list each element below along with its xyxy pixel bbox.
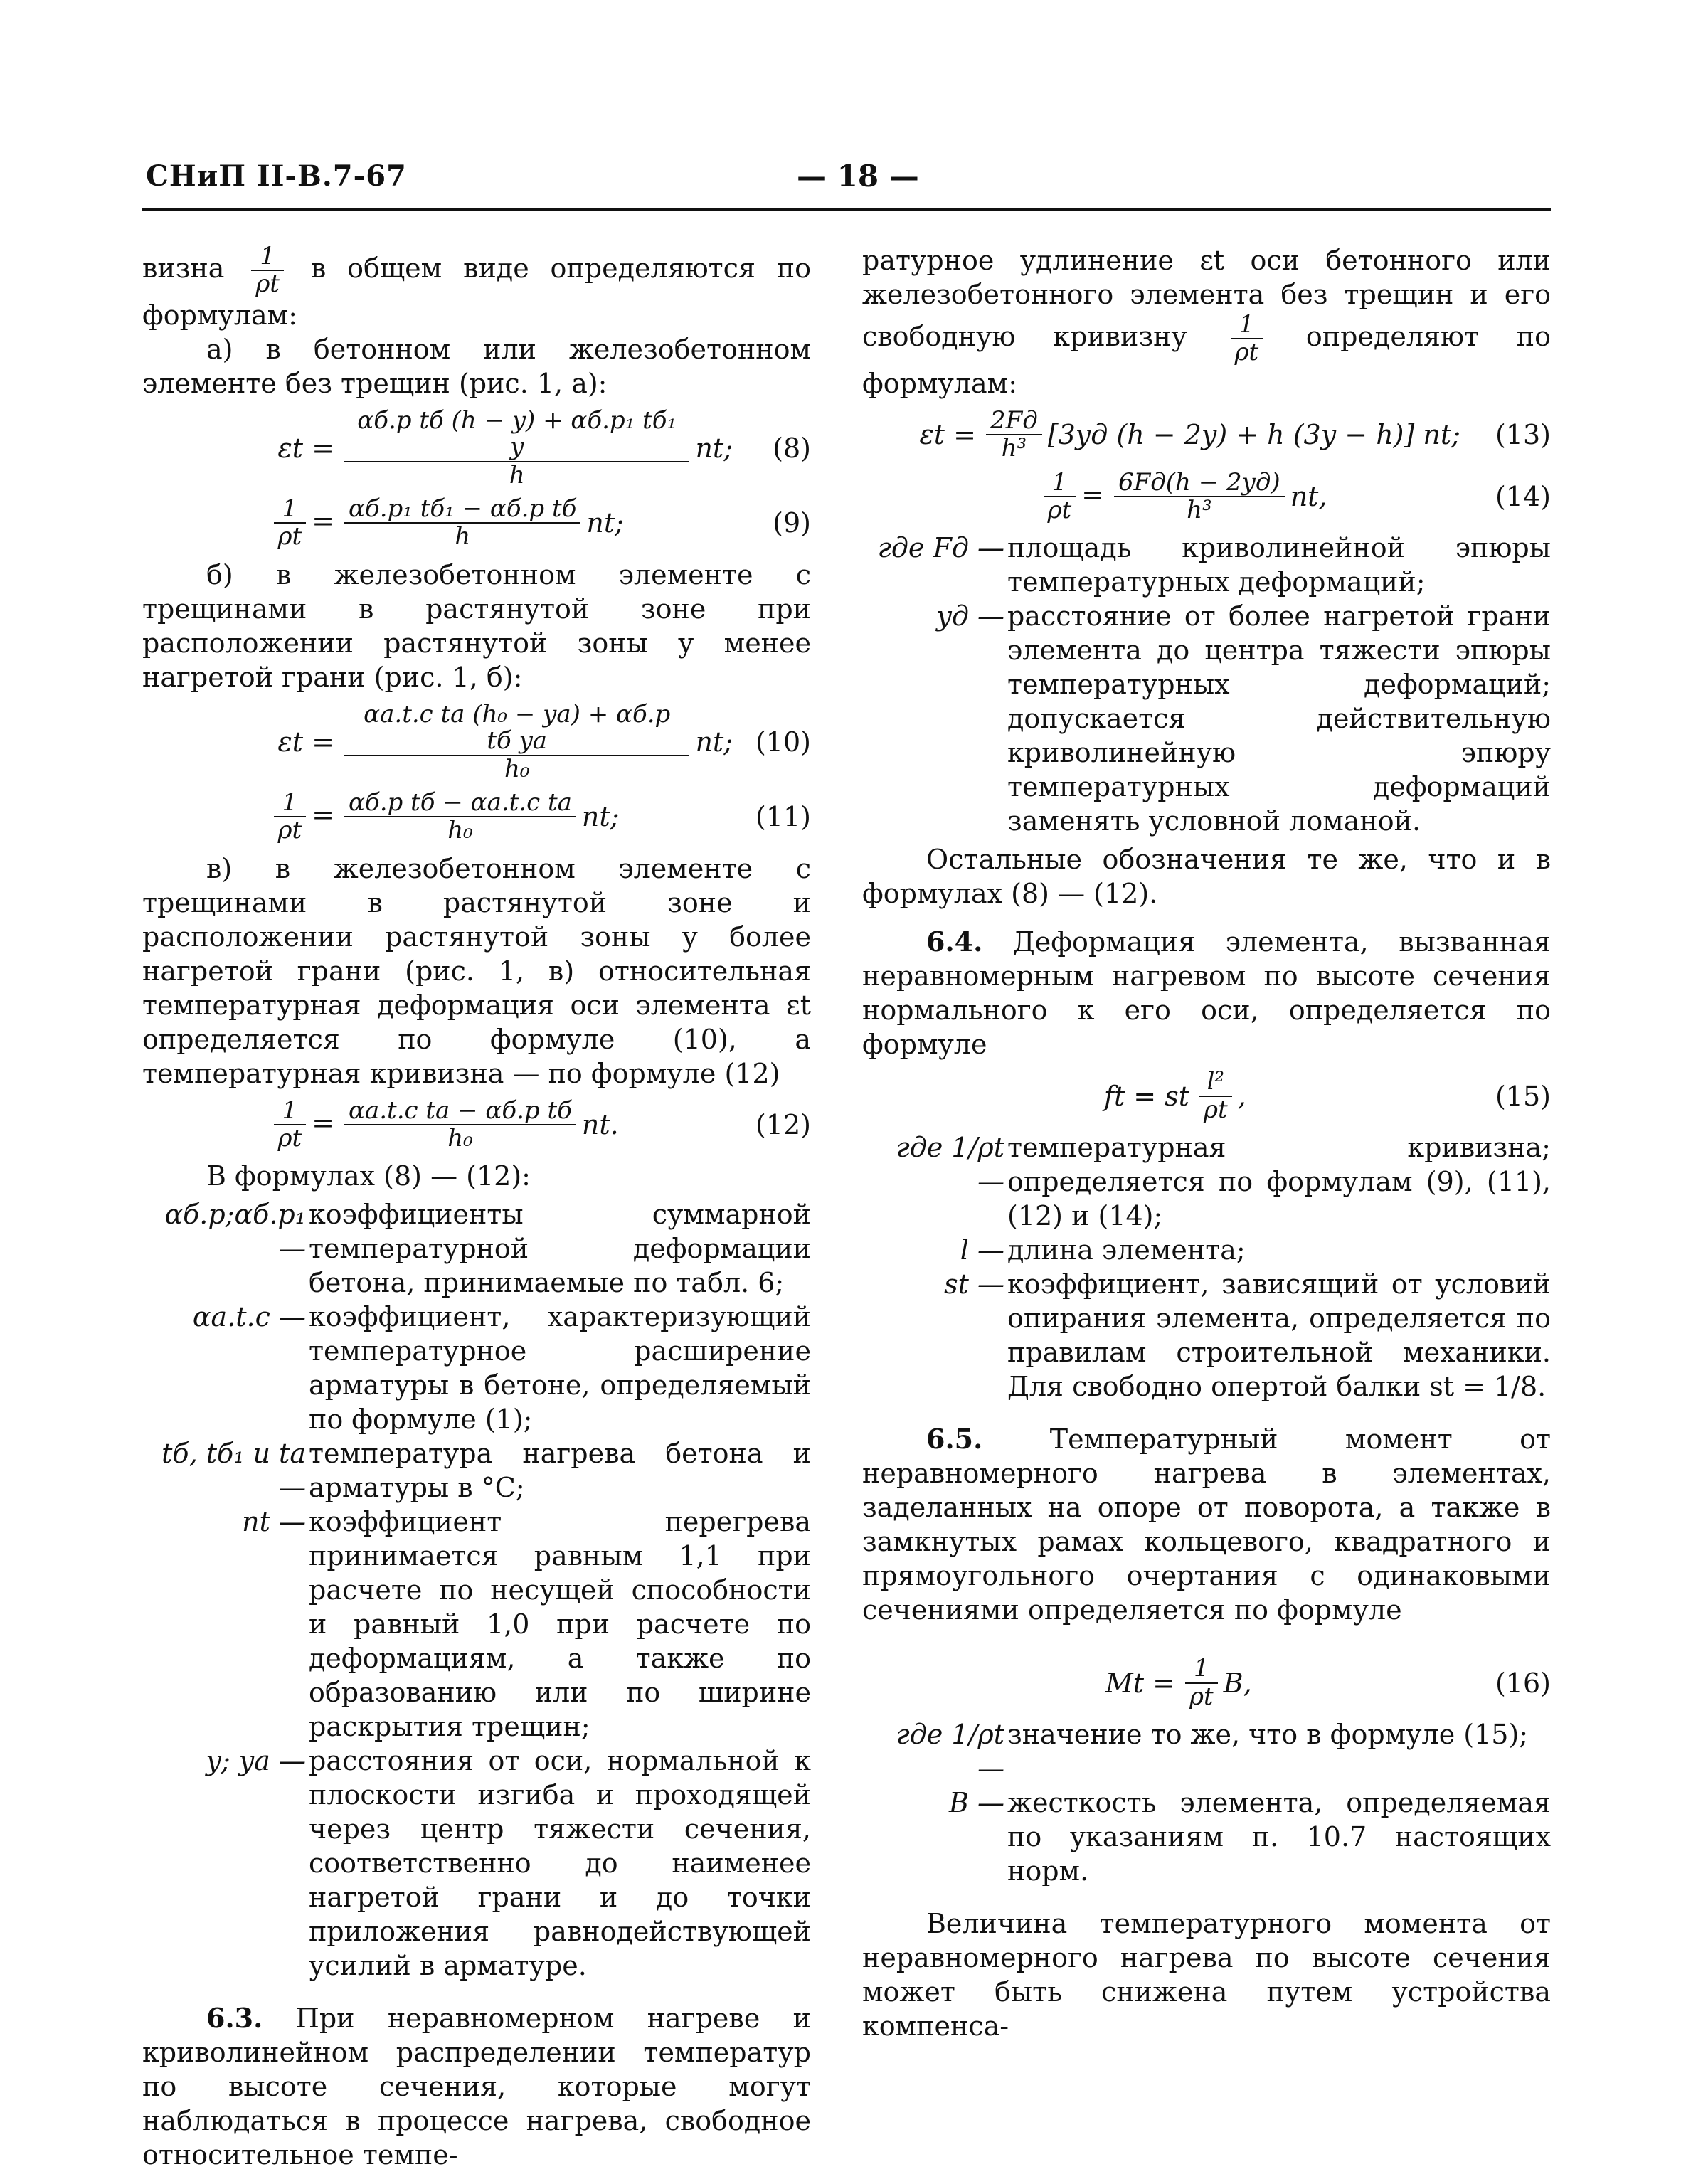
numerator: l² bbox=[1199, 1069, 1232, 1096]
denominator: h₀ bbox=[447, 816, 473, 845]
equation-9: $\frac{1}{\rho t}$ = $\frac{\text{αб.р₁ tб₁ − αб.р tб}}{h}$ nt; (9) bbox=[142, 496, 811, 551]
list-item-b: б) в железобетонном элементе с трещинами в растянутой зоне при расположении растянутой зоны у менее нагретой грани (рис. 1, б): bbox=[142, 558, 811, 693]
numerator: 1 bbox=[274, 790, 307, 817]
paragraph: Остальные обозначения те же, что и в формулах (8) — (12). bbox=[862, 844, 1551, 910]
equation-number: (13) bbox=[1495, 419, 1551, 451]
denominator: h bbox=[509, 460, 525, 489]
fraction bbox=[344, 405, 689, 489]
definition bbox=[142, 1505, 811, 1744]
definition-text: площадь криволинейной эпюры температурных деформаций; bbox=[1007, 532, 1551, 598]
equation-tail: nt; bbox=[695, 726, 733, 758]
text: визна bbox=[142, 252, 225, 284]
fraction bbox=[1199, 1069, 1232, 1123]
fraction bbox=[1231, 312, 1263, 366]
definition-text: температурная кривизна; определяется по формулам (9), (11), (12) и (14); bbox=[1007, 1132, 1551, 1232]
denominator: ρt bbox=[1047, 495, 1072, 524]
definition-text: значение то же, что в формуле (15); bbox=[1007, 1718, 1529, 1750]
denominator: ρt bbox=[255, 270, 280, 299]
equation-tail: nt; bbox=[581, 801, 620, 833]
definition-symbol: st — bbox=[944, 1268, 1004, 1300]
paragraph: Величина температурного момента от неравномерного нагрева по высоте сечения может быть снижена путем устройства компенса- bbox=[862, 1907, 1551, 2042]
numerator: αа.t.c tа (h₀ − yа) + αб.р tб yа bbox=[344, 701, 689, 756]
equation-10 bbox=[142, 701, 811, 783]
fraction bbox=[1044, 467, 1076, 524]
definitions-list bbox=[142, 1197, 811, 1983]
paragraph bbox=[862, 243, 1551, 401]
definition bbox=[862, 1233, 1551, 1267]
equation-tail: nt. bbox=[581, 1109, 619, 1141]
equation-lhs: εt = bbox=[919, 419, 976, 451]
equation-tail: B, bbox=[1223, 1667, 1252, 1699]
definition bbox=[142, 1197, 811, 1300]
equation-number: (14) bbox=[1495, 480, 1551, 512]
equation-tail: nt; bbox=[695, 432, 733, 464]
section-text: Температурный момент от неравномерного нагрева в элементах, заделанных на опоре от поворота, а также в замкнутых рамах кольцевого, квадратного и прямоугольного очертания с одинаковыми сечениями определяется по формуле bbox=[862, 1424, 1551, 1626]
equation-12: $\frac{1}{\rho t}$ = $\frac{\text{αа.t.c tа − αб.р tб}}{\text{h₀}}$ nt. (12) bbox=[142, 1098, 811, 1152]
equation-14: $\frac{1}{\rho t}$ = $\frac{6Fд(h - 2yд)}{\text{h³}}$ nt, (14) bbox=[862, 470, 1551, 524]
definition-symbol: tб, tб₁ и tа — bbox=[161, 1438, 306, 1504]
definition bbox=[862, 1130, 1551, 1233]
fraction bbox=[274, 790, 307, 844]
denominator: ρt bbox=[1189, 1682, 1214, 1711]
page-number: — 18 — bbox=[797, 159, 919, 194]
definition-text: коэффициент, характеризующий температурное расширение арматуры в бетоне, определяемый по формуле (1); bbox=[309, 1301, 811, 1436]
equation-15 bbox=[862, 1069, 1551, 1123]
equation-number: (8) bbox=[773, 432, 811, 464]
definitions-list bbox=[862, 1130, 1551, 1404]
text: определяют по формулам: bbox=[862, 320, 1551, 399]
header-rule bbox=[142, 208, 1551, 211]
numerator: αа.t.c tа − αб.р tб bbox=[344, 1098, 576, 1125]
definition-symbol: где 1/ρt — bbox=[896, 1132, 1004, 1198]
equation-tail: nt; bbox=[586, 507, 624, 539]
definition bbox=[862, 1717, 1551, 1786]
equation-tail: nt, bbox=[1290, 480, 1327, 512]
section-6-4 bbox=[862, 925, 1551, 1061]
fraction bbox=[274, 496, 307, 551]
numerator: αб.р tб (h − y) + αб.р₁ tб₁ y bbox=[344, 408, 689, 462]
equation-13 bbox=[862, 405, 1551, 463]
numerator: 2Fд bbox=[986, 408, 1042, 435]
equation-lhs: Mt = bbox=[1105, 1667, 1175, 1699]
section-number: 6.3. bbox=[206, 2002, 263, 2035]
numerator: 1 bbox=[1185, 1655, 1218, 1683]
equation-number: (16) bbox=[1495, 1667, 1551, 1699]
numerator: αб.р tб − αа.t.c tа bbox=[344, 790, 576, 817]
equation-16 bbox=[862, 1655, 1551, 1710]
section-text: Деформация элемента, вызванная неравномерным нагревом по высоте сечения нормального к его оси, определяется по формуле bbox=[862, 926, 1551, 1061]
equation-number: (12) bbox=[755, 1109, 811, 1141]
equation-lhs: ft = st bbox=[1103, 1080, 1189, 1112]
definition bbox=[862, 1267, 1551, 1404]
equation-tail: [3yд (h − 2y) + h (3y − h)] nt; bbox=[1047, 419, 1460, 451]
equation-11: $\frac{1}{\rho t}$ = $\frac{\text{αб.р tб − αа.t.c tа}}{\text{h₀}}$ nt; (11) bbox=[142, 790, 811, 844]
fraction bbox=[344, 496, 580, 551]
equation-number: (9) bbox=[773, 507, 811, 539]
definition-text: температура нагрева бетона и арматуры в °С; bbox=[309, 1438, 811, 1504]
equation-lhs: εt = bbox=[277, 726, 334, 758]
definition bbox=[862, 599, 1551, 838]
definition-text: длина элемента; bbox=[1007, 1234, 1246, 1266]
definition-symbol: B — bbox=[948, 1786, 1004, 1818]
fraction bbox=[251, 243, 284, 298]
fraction bbox=[274, 1098, 307, 1152]
denominator: ρt bbox=[277, 522, 302, 551]
section-number: 6.4. bbox=[926, 926, 983, 958]
definition-symbol: αа.t.c — bbox=[192, 1301, 306, 1333]
section-text: При неравномерном нагреве и криволинейном распределении температур по высоте сечения, которые могут наблюдаться в процессе нагрева, свободное относительное темпе- bbox=[142, 2003, 811, 2171]
equation-tail: , bbox=[1237, 1080, 1246, 1112]
equation-number: (15) bbox=[1495, 1080, 1551, 1112]
equation-lhs: εt = bbox=[277, 432, 334, 464]
left-column bbox=[142, 243, 811, 2172]
section-6-5 bbox=[862, 1422, 1551, 1627]
list-item-c: в) в железобетонном элементе с трещинами в растянутой зоне и расположении растянутой зоны у более нагретой грани (рис. 1, в) относительная температурная деформация оси элемента εt определяется по формуле (10), а температурная кривизна — по формуле (12) bbox=[142, 852, 811, 1089]
denominator: h₀ bbox=[504, 754, 530, 783]
definition bbox=[142, 1436, 811, 1505]
equation-number: (11) bbox=[755, 801, 811, 833]
definition-symbol: yд — bbox=[936, 600, 1004, 632]
list-item-a: а) в бетонном или железобетонном элементе без трещин (рис. 1, а): bbox=[142, 333, 811, 399]
denominator: ρt bbox=[1234, 338, 1259, 367]
denominator: h³ bbox=[1001, 434, 1027, 463]
fraction bbox=[344, 701, 689, 783]
definition bbox=[862, 1786, 1551, 1888]
definition-text: коэффициент перегрева принимается равным 1,1 при расчете по несущей способности и равный 1,0 при расчете по деформациям, а также по образованию или по ширине раскрытия трещин; bbox=[309, 1506, 811, 1743]
definition bbox=[142, 1300, 811, 1436]
document-code: СНиП II-В.7-67 bbox=[146, 159, 407, 193]
denominator: ρt bbox=[1204, 1095, 1228, 1124]
numerator: 1 bbox=[251, 243, 284, 271]
definition-text: жесткость элемента, определяемая по указаниям п. 10.7 настоящих норм. bbox=[1007, 1786, 1551, 1887]
fraction bbox=[986, 405, 1042, 463]
definitions-heading: В формулах (8) — (12): bbox=[206, 1160, 531, 1192]
fraction bbox=[344, 790, 576, 844]
denominator: h³ bbox=[1187, 495, 1212, 524]
denominator: ρt bbox=[277, 1124, 302, 1153]
numerator: 6Fд(h − 2yд) bbox=[1114, 470, 1285, 497]
fraction bbox=[1185, 1655, 1218, 1710]
paragraph bbox=[142, 243, 811, 332]
numerator: 1 bbox=[1231, 312, 1263, 339]
definition-symbol: nt — bbox=[242, 1506, 306, 1538]
denominator: ρt bbox=[277, 816, 302, 845]
definition-symbol: где 1/ρt — bbox=[896, 1718, 1004, 1784]
equation-number: (10) bbox=[755, 726, 811, 758]
numerator: αб.р₁ tб₁ − αб.р tб bbox=[344, 496, 580, 524]
definition-text: расстояния от оси, нормальной к плоскости изгиба и проходящей через центр тяжести сечения, соответственно до наименее нагретой грани и до точки приложения равнодействующей усилий в арматуре. bbox=[309, 1745, 811, 1982]
fraction bbox=[344, 1098, 576, 1152]
text: ратурное удлинение εt оси бетонного или железобетонного элемента без трещин и его свободную кривизну bbox=[862, 245, 1551, 352]
numerator: 1 bbox=[274, 1098, 307, 1125]
section-6-3 bbox=[142, 2001, 811, 2172]
definitions-list bbox=[862, 1717, 1551, 1888]
denominator: h bbox=[455, 522, 471, 551]
fraction bbox=[1114, 467, 1285, 524]
definitions-list bbox=[862, 531, 1551, 838]
definition-symbol: где Fд — bbox=[877, 532, 1004, 564]
definition bbox=[862, 531, 1551, 599]
definition-symbol: αб.р;αб.р₁ — bbox=[164, 1199, 306, 1265]
text: в общем виде определяются по формулам: bbox=[142, 252, 811, 331]
definition-text: коэффициент, зависящий от условий опирания элемента, определяется по правилам строительной механики. Для свободно опертой балки st = 1/8. bbox=[1007, 1268, 1551, 1403]
definition-text: коэффициенты суммарной температурной деформации бетона, принимаемые по табл. 6; bbox=[309, 1199, 811, 1299]
definition-text: расстояние от более нагретой грани элемента до центра тяжести эпюры температурных деформаций; допускается действительную криволинейную эпюру температурных деформаций заменять условной ломаной. bbox=[1007, 600, 1551, 837]
denominator: h₀ bbox=[447, 1124, 473, 1153]
numerator: 1 bbox=[1044, 470, 1076, 497]
definition-symbol: l — bbox=[960, 1234, 1004, 1266]
definition bbox=[142, 1744, 811, 1983]
right-column bbox=[862, 243, 1551, 2043]
numerator: 1 bbox=[274, 496, 307, 524]
section-number: 6.5. bbox=[926, 1423, 983, 1456]
equation-8 bbox=[142, 405, 811, 489]
definition-symbol: y; yа — bbox=[206, 1745, 306, 1777]
